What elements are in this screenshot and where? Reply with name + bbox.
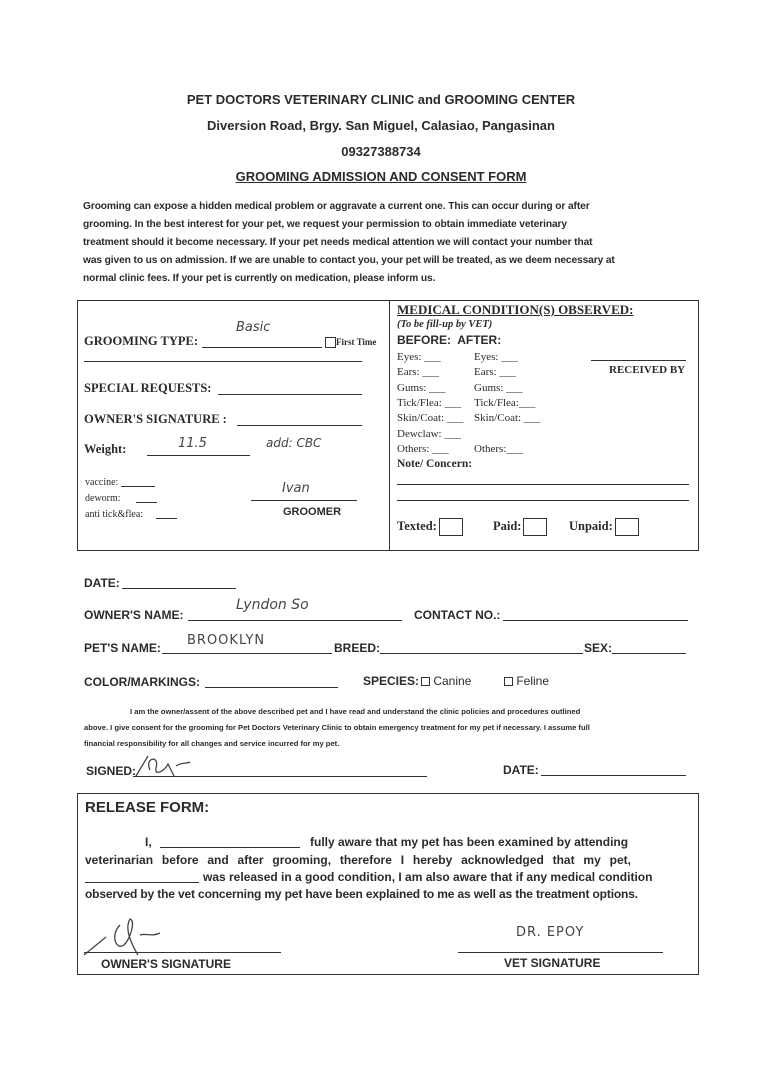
release-line1-a: I, (145, 835, 152, 849)
intro-paragraph (83, 198, 689, 288)
clinic-phone: 09327388734 (341, 144, 421, 159)
first-time-checkbox[interactable] (325, 337, 376, 348)
received-by-label: RECEIVED BY (609, 364, 686, 376)
before-item: Dewclaw: ___ (397, 428, 461, 440)
add-note: add: CBC (266, 436, 322, 450)
paid-field[interactable] (493, 518, 547, 536)
owner-signature-scribble (134, 750, 194, 780)
texted-label: Texted: (397, 518, 437, 533)
note-line-1[interactable] (397, 484, 689, 485)
sex-label: SEX: (584, 641, 613, 655)
release-title: RELEASE FORM: (85, 799, 210, 816)
grooming-type-line-2[interactable] (84, 361, 362, 362)
consent-paragraph (84, 704, 690, 752)
pet-name-field[interactable] (162, 653, 332, 654)
consent-line: financial responsibility for all changes and service incurred for my pet. (84, 739, 340, 748)
feline-label: Feline (516, 674, 550, 688)
breed-label: BREED: (334, 641, 381, 655)
box-divider (389, 300, 390, 551)
clinic-name: PET DOCTORS VETERINARY CLINIC and GROOMING CENTER (186, 92, 576, 107)
species-label: SPECIES: (363, 674, 420, 688)
texted-field[interactable] (397, 518, 463, 536)
medical-subtitle: (To be fill-up by VET) (397, 319, 493, 330)
note-label: Note/ Concern: (397, 458, 473, 470)
texted-box[interactable] (439, 518, 463, 536)
owner-signature-bottom-label: OWNER'S SIGNATURE (101, 957, 231, 971)
vet-signature-label: VET SIGNATURE (504, 956, 601, 970)
intro-line: treatment should it become necessary. If your pet needs medical attention we will contact your number that (83, 237, 593, 248)
vet-signature-field[interactable] (458, 952, 663, 953)
groomer-label: GROOMER (283, 506, 342, 518)
breed-field[interactable] (380, 653, 583, 654)
weight-label: Weight: (84, 442, 127, 456)
first-time-box[interactable] (325, 337, 336, 348)
owner-name-label: OWNER'S NAME: (84, 608, 184, 622)
before-after-header: BEFORE: AFTER: (397, 333, 502, 347)
intro-line: normal clinic fees. If your pet is currently on medication, please inform us. (83, 273, 436, 284)
unpaid-label: Unpaid: (569, 518, 613, 533)
vaccine-label: vaccine: (85, 477, 119, 488)
release-owner-signature-field[interactable] (84, 952, 281, 953)
before-item: Ears: ___ (397, 366, 439, 378)
intro-line: Grooming can expose a hidden medical problem or aggravate a current one. This can occur during or after (83, 201, 590, 212)
release-line1-b: fully aware that my pet has been examined by attending (310, 835, 629, 849)
vaccine-field[interactable] (121, 486, 155, 487)
after-item: Eyes: ___ (474, 351, 518, 363)
owner-name-field[interactable] (188, 620, 402, 621)
groomer-field[interactable] (251, 500, 357, 501)
signed-date-field[interactable] (541, 775, 686, 776)
release-line3: was released in a good condition, I am also aware that if any medical condition (203, 870, 653, 884)
before-item: Others: ___ (397, 443, 449, 455)
after-item: Gums: ___ (474, 382, 523, 394)
unpaid-box[interactable] (615, 518, 639, 536)
grooming-type-field[interactable] (202, 347, 322, 348)
consent-line: I am the owner/assent of the above described pet and I have read and understand the clinic policies and procedures outlined (130, 707, 581, 716)
release-pet-field[interactable] (85, 882, 199, 883)
before-item: Skin/Coat: ___ (397, 412, 464, 424)
note-line-2[interactable] (397, 500, 689, 501)
form-title: GROOMING ADMISSION AND CONSENT FORM (235, 169, 527, 184)
canine-label: Canine (433, 674, 472, 688)
owner-name-value: Lyndon So (236, 597, 309, 613)
release-name-field[interactable] (160, 847, 300, 848)
color-markings-field[interactable] (205, 687, 338, 688)
intro-line: grooming. In the best interest for your pet, we request your permission to obtain immediate veterinary (83, 219, 567, 230)
feline-checkbox[interactable] (504, 677, 513, 686)
before-item: Tick/Flea: ___ (397, 397, 462, 409)
anti-tick-field[interactable] (156, 518, 177, 519)
after-item: Skin/Coat: ___ (474, 412, 541, 424)
unpaid-field[interactable] (569, 518, 639, 536)
after-item: Tick/Flea:___ (474, 397, 536, 409)
release-line4: observed by the vet concerning my pet have been explained to me as well as the treatment options. (85, 887, 638, 901)
owner-signature-label: OWNER'S SIGNATURE : (84, 412, 227, 426)
before-item: Gums: ___ (397, 382, 446, 394)
grooming-type-value: Basic (236, 320, 271, 335)
special-requests-field[interactable] (218, 394, 362, 395)
grooming-type-label: GROOMING TYPE: (84, 334, 199, 348)
clinic-address: Diversion Road, Brgy. San Miguel, Calasiao, Pangasinan (207, 118, 555, 133)
intro-line: was given to us on admission. If we are unable to contact you, your pet will be treated, as we deem necessary at (83, 255, 615, 266)
weight-value: 11.5 (178, 436, 207, 451)
sex-field[interactable] (612, 653, 686, 654)
after-item: Ears: ___ (474, 366, 516, 378)
owner-signature-field[interactable] (237, 425, 362, 426)
color-markings-label: COLOR/MARKINGS: (84, 675, 200, 689)
signed-date-label: DATE: (503, 763, 539, 777)
pet-name-value: BROOKLYN (187, 633, 266, 648)
paid-label: Paid: (493, 518, 522, 533)
canine-checkbox[interactable] (421, 677, 430, 686)
anti-tick-label: anti tick&flea: (85, 509, 144, 520)
canine-option[interactable] (421, 674, 471, 688)
contact-field[interactable] (503, 620, 688, 621)
paid-box[interactable] (523, 518, 547, 536)
deworm-label: deworm: (85, 493, 121, 504)
groomer-value: Ivan (282, 481, 310, 496)
received-by-field[interactable] (591, 360, 686, 361)
special-requests-label: SPECIAL REQUESTS: (84, 381, 212, 395)
pet-name-label: PET'S NAME: (84, 641, 161, 655)
before-item: Eyes: ___ (397, 351, 441, 363)
release-line2: veterinarian before and after grooming, therefore I hereby acknowledged that my pet, (85, 853, 631, 867)
feline-option[interactable] (504, 674, 549, 688)
contact-label: CONTACT NO.: (414, 608, 501, 622)
vet-signature-value: DR. EPOY (516, 925, 585, 940)
weight-field[interactable] (147, 455, 250, 456)
medical-title: MEDICAL CONDITION(S) OBSERVED: (397, 302, 634, 317)
date-field[interactable] (122, 588, 236, 589)
consent-line: above. I give consent for the grooming for Pet Doctors Veterinary Clinic to obtain emergency treatment for my pet if necessary. I assume full (84, 723, 590, 732)
signed-label: SIGNED: (86, 764, 137, 778)
after-item: Others:___ (474, 443, 523, 455)
first-time-label: First Time (336, 337, 377, 347)
date-label: DATE: (84, 576, 120, 590)
deworm-field[interactable] (136, 502, 157, 503)
